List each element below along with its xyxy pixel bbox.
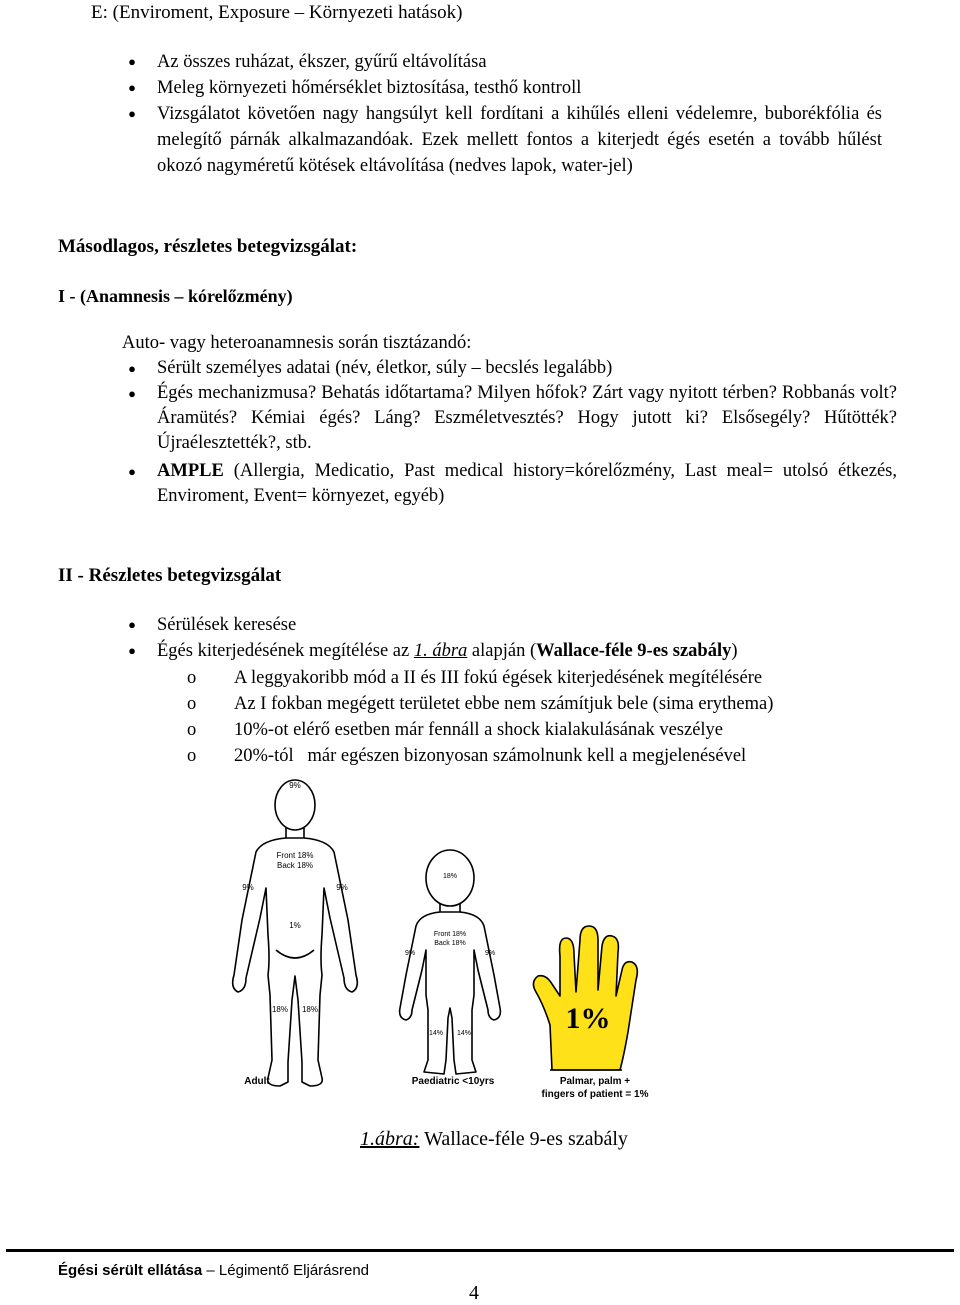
child-body-icon bbox=[400, 850, 501, 1074]
adult-back-percent: Back 18% bbox=[276, 861, 314, 870]
palm-label-line1: Palmar, palm + bbox=[559, 1076, 631, 1087]
detailed-list bbox=[122, 612, 902, 664]
section-e-heading: E: (Enviroment, Exposure – Környezeti hatások) bbox=[91, 2, 463, 23]
adult-left-arm-percent: 9% bbox=[242, 883, 254, 892]
detailed-exam-heading: II - Részletes betegvizsgálat bbox=[58, 565, 282, 586]
figure-caption: 1.ábra: Wallace-féle 9-es szabály bbox=[360, 1128, 628, 1150]
palm-label-line2: fingers of patient = 1% bbox=[541, 1089, 649, 1100]
sub-bullet-marker: o bbox=[187, 668, 197, 688]
page-number: 4 bbox=[469, 1282, 479, 1304]
secondary-exam-heading: Másodlagos, részletes betegvizsgálat: bbox=[58, 236, 358, 257]
figure-reference: 1. ábra bbox=[413, 641, 468, 661]
child-front-percent: Front 18% bbox=[433, 931, 467, 938]
bullet-icon: ● bbox=[128, 80, 136, 95]
sub-bullet-marker: o bbox=[187, 694, 197, 714]
bullet-icon: ● bbox=[128, 106, 136, 121]
sub-list-item: o 20%-tól már egészen bizonyosan számolnunk kell a megjelenésével bbox=[187, 743, 907, 769]
child-label: Paediatric <10yrs bbox=[411, 1076, 495, 1087]
child-back-percent: Back 18% bbox=[434, 940, 466, 947]
list-item: ● Meleg környezeti hőmérséklet biztosítása, testhő kontroll bbox=[122, 75, 882, 101]
palm-percent: 1% bbox=[565, 1002, 611, 1035]
rule-name: Wallace-féle 9-es szabály bbox=[536, 641, 732, 661]
list-item: ● Égés mechanizmusa? Behatás időtartama? Milyen hőfok? Zárt vagy nyitott térben? Robbanás volt? Áramütés? Kémiai égés? Láng? Eszméletvesztés? Hogy jutott ki? Elsősegély? Hűtötték? Újraélesztették?, stb. bbox=[122, 381, 897, 456]
bullet-icon: ● bbox=[128, 464, 136, 479]
child-left-arm-percent: 9% bbox=[404, 950, 416, 957]
adult-label: Adult bbox=[244, 1076, 270, 1087]
anamnesis-heading: I - (Anamnesis – kórelőzmény) bbox=[58, 286, 293, 306]
ample-label: AMPLE bbox=[157, 461, 224, 481]
bullet-icon: ● bbox=[128, 617, 136, 632]
wallace-rule-figure bbox=[200, 770, 680, 1110]
footer-divider bbox=[6, 1249, 954, 1252]
adult-right-leg-percent: 18% bbox=[301, 1005, 319, 1014]
list-item-ample: ● AMPLE (Allergia, Medicatio, Past medical history=kórelőzmény, Last meal= utolsó étkezés, Enviroment, Event= környezet, egyéb) bbox=[122, 459, 897, 509]
adult-left-leg-percent: 18% bbox=[271, 1005, 289, 1014]
footer-title: Égési sérült ellátása – Légimentő Eljárásrend bbox=[58, 1262, 370, 1279]
sub-list-item: o 10%-ot elérő esetben már fennáll a shock kialakulásának veszélye bbox=[187, 717, 907, 743]
bullet-icon: ● bbox=[128, 54, 136, 69]
adult-head-percent: 9% bbox=[289, 781, 301, 790]
bullet-icon: ● bbox=[128, 386, 136, 401]
list-item: ● Sérülések keresése bbox=[122, 612, 902, 638]
list-item: ● Vizsgálatot követően nagy hangsúlyt kell fordítani a kihűlés elleni védelemre, buborékfólia és melegítő párnák alkalmazandóak. Ezek mellett fontos a kiterjedt égés esetén a tovább hűlést okozó nagyméretű kötések eltávolítása (nedves lapok, water-jel) bbox=[122, 101, 882, 179]
list-item: ● Sérült személyes adatai (név, életkor, súly – becslés legalább) bbox=[122, 356, 897, 381]
sub-list-item: o Az I fokban megégett területet ebbe nem számítjuk bele (sima erythema) bbox=[187, 691, 907, 717]
adult-groin-percent: 1% bbox=[289, 921, 301, 930]
child-right-arm-percent: 9% bbox=[484, 950, 496, 957]
anamnesis-block bbox=[122, 331, 897, 509]
sub-bullet-marker: o bbox=[187, 720, 197, 740]
sub-bullet-marker: o bbox=[187, 746, 197, 766]
palm-hand-icon bbox=[533, 926, 637, 1070]
list-item-burn-extent: ● Égés kiterjedésének megítélése az 1. ábra alapján (Wallace-féle 9-es szabály) bbox=[122, 638, 902, 664]
anamnesis-intro: Auto- vagy heteroanamnesis során tisztázandó: bbox=[122, 333, 472, 353]
section-e-list bbox=[122, 49, 882, 179]
adult-right-arm-percent: 9% bbox=[336, 883, 348, 892]
child-right-leg-percent: 14% bbox=[456, 1030, 472, 1037]
list-item: ● Az összes ruházat, ékszer, gyűrű eltávolítása bbox=[122, 49, 882, 75]
adult-front-percent: Front 18% bbox=[276, 851, 314, 860]
child-left-leg-percent: 14% bbox=[428, 1030, 444, 1037]
burn-sub-list bbox=[187, 665, 907, 769]
bullet-icon: ● bbox=[128, 643, 136, 658]
child-head-percent: 18% bbox=[442, 873, 458, 880]
sub-list-item: o A leggyakoribb mód a II és III fokú égések kiterjedésének megítélésére bbox=[187, 665, 907, 691]
bullet-icon: ● bbox=[128, 361, 136, 376]
adult-body-icon bbox=[233, 780, 358, 1086]
